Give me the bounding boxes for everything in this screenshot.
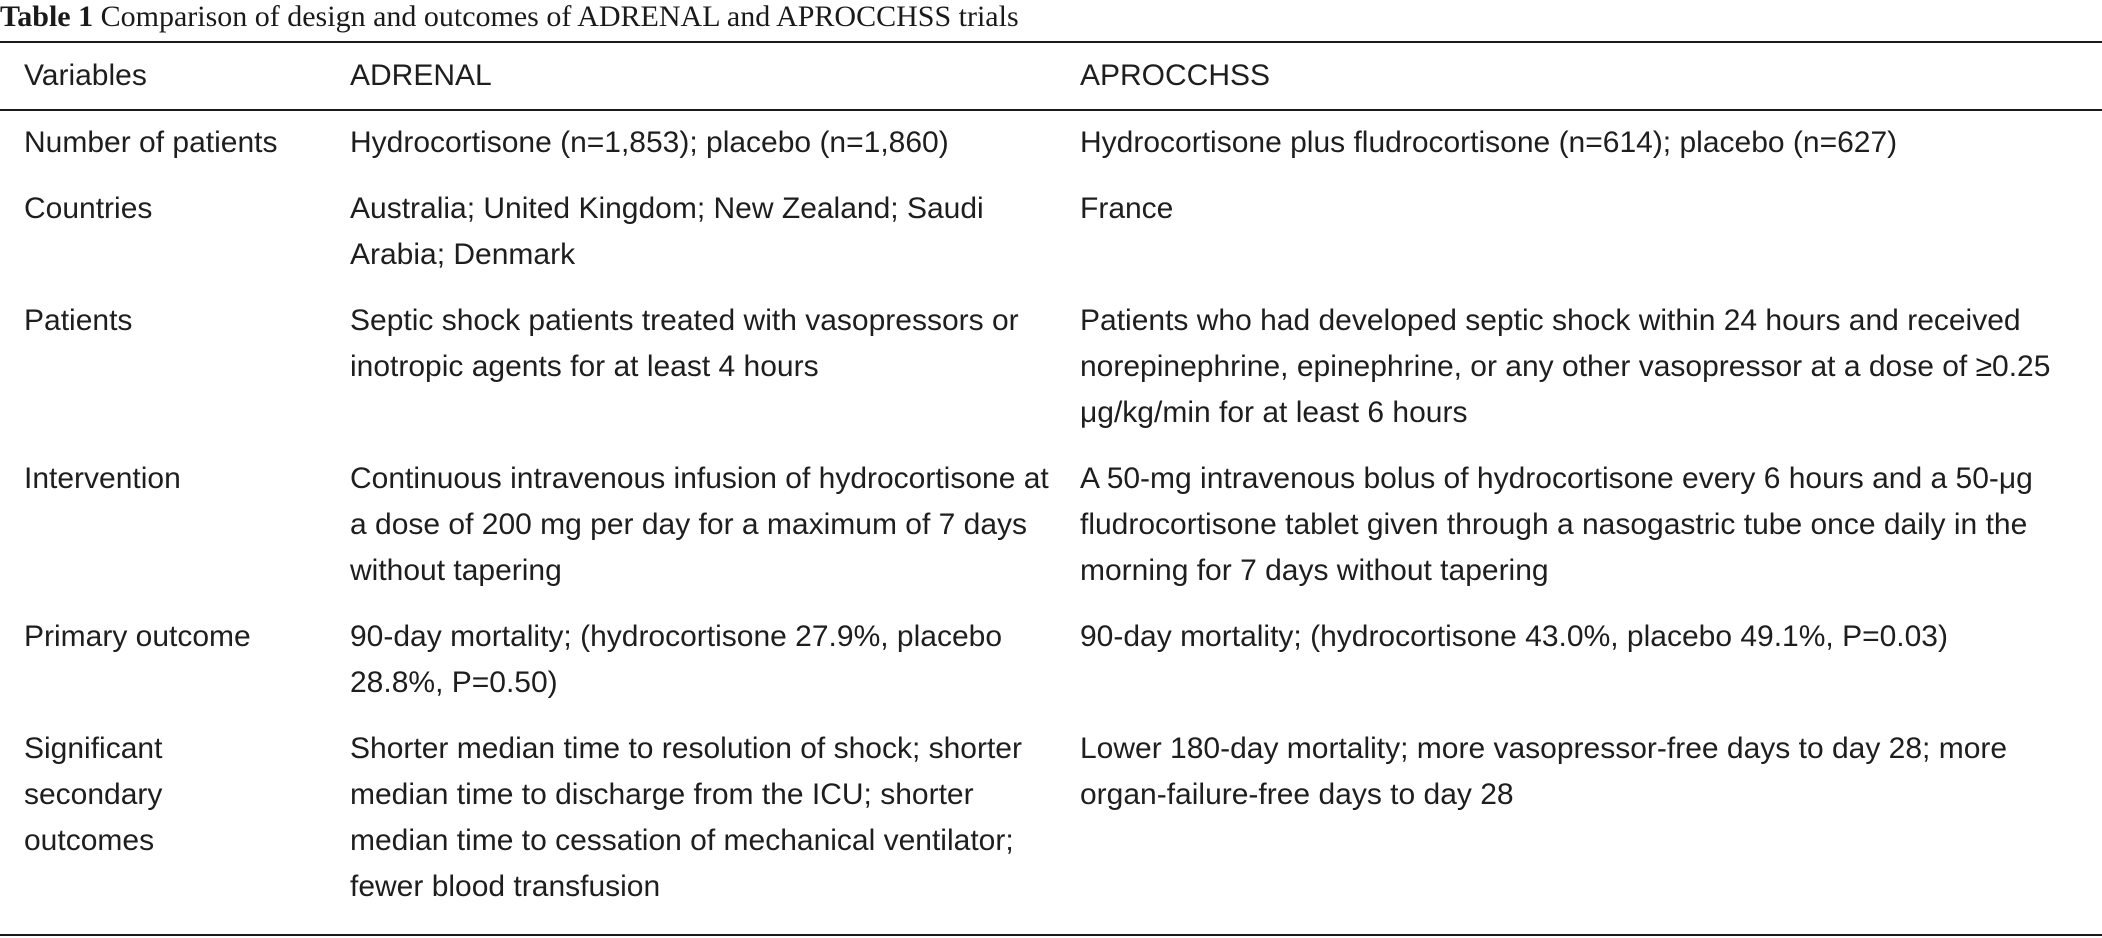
row-label: Number of patients [24,126,278,159]
table-caption-text: Comparison of design and outcomes of ADRENAL and APROCCHSS trials [100,0,1019,33]
adrenal-cell: Continuous intravenous infusion of hydrocortisone at a dose of 200 mg per day for a maximum of 7 days without tapering [350,462,1049,587]
column-header-adrenal: ADRENAL [350,59,492,92]
aprocchss-cell: Lower 180-day mortality; more vasopressor-free days to day 28; more organ-failure-free days to day 28 [1080,732,2008,811]
adrenal-cell: Septic shock patients treated with vasopressors or inotropic agents for at least 4 hours [350,304,1019,383]
adrenal-cell: Hydrocortisone (n=1,853); placebo (n=1,860) [350,126,949,159]
row-label: Primary outcome [24,620,251,653]
table-row-number-of-patients [0,109,2102,174]
adrenal-cell: Shorter median time to resolution of shock; shorter median time to discharge from the ICU; shorter median time to cessation of mechanical ventilator; fewer blood transfusion [350,732,1022,903]
column-header-aprocchss: APROCCHSS [1080,59,1271,92]
row-label: Patients [24,304,133,337]
row-label: Intervention [24,462,181,495]
table-row-primary-outcome [0,602,2102,714]
table-caption-label: Table 1 [0,0,94,33]
table-row-secondary-outcomes [0,714,2102,918]
adrenal-cell: 90-day mortality; (hydrocortisone 27.9%, placebo 28.8%, P=0.50) [350,620,1003,699]
table-row-countries [0,174,2102,286]
adrenal-cell: Australia; United Kingdom; New Zealand; Saudi Arabia; Denmark [350,192,984,271]
table-row-intervention [0,444,2102,602]
table-row-patients [0,286,2102,444]
aprocchss-cell: Patients who had developed septic shock within 24 hours and received norepinephrine, epinephrine, or any other vasopressor at a dose of ≥0.25 μg/kg/min for at least 6 hours [1080,304,2051,429]
aprocchss-cell: Hydrocortisone plus fludrocortisone (n=614); placebo (n=627) [1080,126,1898,159]
row-label: Countries [24,192,153,225]
table-bottom-rule [0,934,2102,936]
comparison-table [0,43,2102,918]
aprocchss-cell: 90-day mortality; (hydrocortisone 43.0%, placebo 49.1%, P=0.03) [1080,620,1948,653]
aprocchss-cell: France [1080,192,1174,225]
table-header-row [0,43,2102,109]
row-label: Significant secondary outcomes [24,732,163,857]
aprocchss-cell: A 50-mg intravenous bolus of hydrocortisone every 6 hours and a 50-μg fludrocortisone tablet given through a nasogastric tube once daily in the morning for 7 days without tapering [1080,462,2033,587]
column-header-variables: Variables [24,59,147,92]
table-caption [0,0,1019,36]
